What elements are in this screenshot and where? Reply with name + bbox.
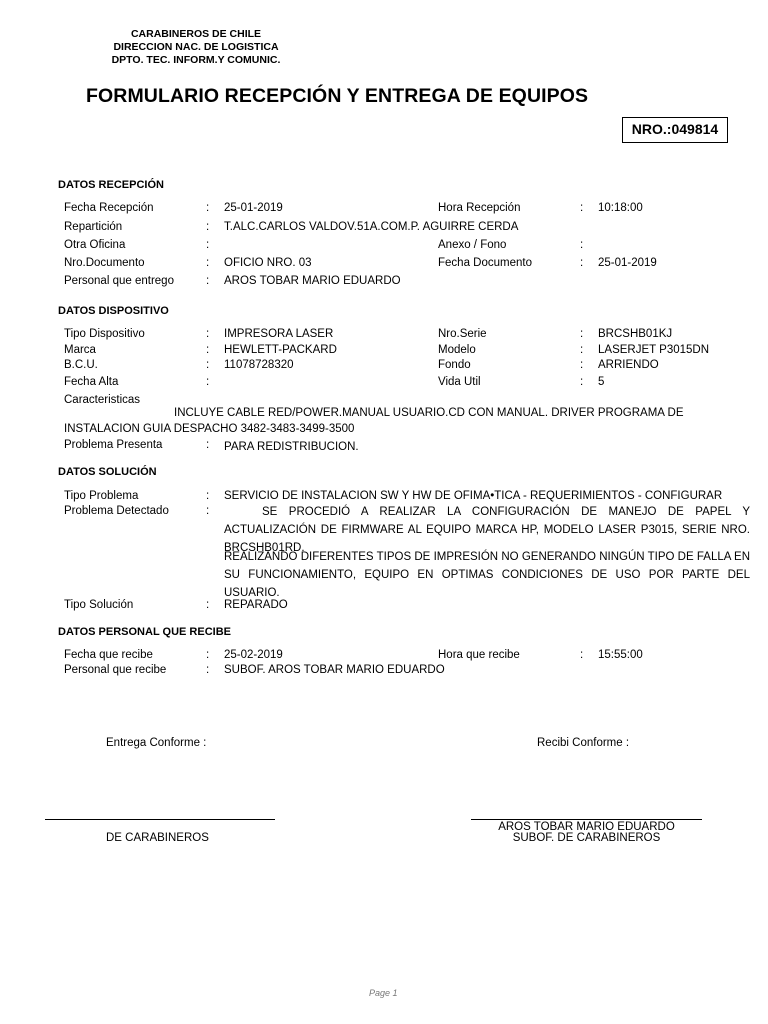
problema-detectado-para-1: SE PROCEDIÓ A REALIZAR LA CONFIGURACIÓN DE MANEJO DE PAPEL Y ACTUALIZACIÓN DE FIRMWARE AL EQUIPO MARCA HP, MODELO LASER P3015, SERIE NRO. BRCSHB01RD. [224, 506, 750, 554]
left-signer-name: DE CARABINEROS [106, 832, 209, 844]
fecha-alta-label: Fecha Alta [64, 376, 119, 388]
marca-value: HEWLETT-PACKARD [224, 344, 337, 356]
caracteristicas-line-1: INCLUYE CABLE RED/POWER.MANUAL USUARIO.CD CON MANUAL. DRIVER PROGRAMA DE [174, 407, 684, 419]
problema-detectado-para-2: REALIZANDO DIFERENTES TIPOS DE IMPRESIÓN NO GENERANDO NINGÚN TIPO DE FALLA EN SU FUNCIONAMIENTO, EQUIPO EN OPTIMAS CONDICIONES DE USO POR PARTE DEL USUARIO. [224, 551, 750, 599]
fecha-documento-value: 25-01-2019 [598, 257, 657, 269]
org-line-2: DIRECCION NAC. DE LOGISTICA [113, 41, 279, 53]
colon: : [206, 649, 210, 661]
fecha-recibe-value: 25-02-2019 [224, 649, 283, 661]
colon: : [206, 376, 210, 388]
caracteristicas-line-2: INSTALACION GUIA DESPACHO 3482-3483-3499-3500 [64, 423, 355, 435]
fecha-recepcion-label: Fecha Recepción [64, 202, 154, 214]
hora-recepcion-label: Hora Recepción [438, 202, 521, 214]
nro-serie-value: BRCSHB01KJ [598, 328, 673, 340]
form-number-box: NRO.:049814 [622, 117, 728, 143]
personal-entrego-label: Personal que entrego [64, 275, 174, 287]
colon: : [206, 490, 210, 502]
nro-documento-value: OFICIO NRO. 03 [224, 257, 312, 269]
signature-line-left [45, 819, 275, 820]
colon: : [206, 257, 210, 269]
tipo-problema-label: Tipo Problema [64, 490, 139, 502]
nro-serie-label: Nro.Serie [438, 328, 487, 340]
fecha-recibe-label: Fecha que recibe [64, 649, 153, 661]
colon: : [206, 239, 210, 251]
bcu-label: B.C.U. [64, 359, 98, 371]
marca-label: Marca [64, 344, 96, 356]
colon: : [206, 221, 210, 233]
problema-presenta-value: PARA REDISTRIBUCION. [224, 441, 359, 453]
fecha-recepcion-value: 25-01-2019 [224, 202, 283, 214]
otra-oficina-label: Otra Oficina [64, 239, 126, 251]
page-title: FORMULARIO RECEPCIÓN Y ENTREGA DE EQUIPOS [86, 85, 589, 107]
colon: : [580, 202, 584, 214]
fondo-label: Fondo [438, 359, 471, 371]
colon: : [206, 359, 210, 371]
section-recepcion: DATOS RECEPCIÓN [58, 179, 164, 191]
modelo-label: Modelo [438, 344, 476, 356]
section-recibe: DATOS PERSONAL QUE RECIBE [58, 626, 231, 638]
modelo-value: LASERJET P3015DN [598, 344, 710, 356]
org-line-3: DPTO. TEC. INFORM.Y COMUNIC. [111, 54, 281, 66]
page-number: Page 1 [369, 988, 398, 998]
problema-presenta-label: Problema Presenta [64, 439, 163, 451]
hora-recibe-label: Hora que recibe [438, 649, 520, 661]
right-signer-rank: SUBOF. DE CARABINEROS [512, 832, 661, 844]
problema-detectado-label: Problema Detectado [64, 505, 169, 517]
org-line-1: CARABINEROS DE CHILE [130, 28, 262, 40]
fecha-documento-label: Fecha Documento [438, 257, 532, 269]
tipo-dispositivo-label: Tipo Dispositivo [64, 328, 145, 340]
tipo-problema-value: SERVICIO DE INSTALACIÓN SW Y HW DE OFIMÁ•TICA - REQUERIMIENTOS - CONFIGURAR [224, 490, 723, 502]
reparticion-label: Repartición [64, 221, 123, 233]
colon: : [580, 649, 584, 661]
signature-line-right [471, 819, 702, 820]
colon: : [580, 376, 584, 388]
colon: : [580, 328, 584, 340]
reparticion-value: T.ALC.CARLOS VALDOV.51A.COM.P. AGUIRRE CERDA [224, 221, 519, 233]
colon: : [206, 439, 210, 451]
colon: : [206, 202, 210, 214]
colon: : [206, 344, 210, 356]
colon: : [580, 257, 584, 269]
tipo-solucion-label: Tipo Solución [64, 599, 134, 611]
vida-util-value: 5 [598, 376, 605, 388]
hora-recibe-value: 15:55:00 [598, 649, 643, 661]
right-signer-name: AROS TOBAR MARIO EDUARDO [498, 821, 675, 833]
vida-util-label: Vida Util [438, 376, 481, 388]
recibi-conforme-label: Recibi Conforme : [537, 737, 630, 749]
colon: : [206, 664, 210, 676]
fondo-value: ARRIENDO [598, 359, 659, 371]
tipo-dispositivo-value: IMPRESORA LASER [224, 328, 334, 340]
bcu-value: 11078728320 [224, 359, 294, 371]
section-dispositivo: DATOS DISPOSITIVO [58, 305, 169, 317]
colon: : [206, 599, 210, 611]
colon: : [206, 505, 210, 517]
tipo-solucion-value: REPARADO [224, 599, 288, 611]
colon: : [580, 239, 584, 251]
caracteristicas-label: Caracteristicas [64, 394, 141, 406]
colon: : [206, 275, 210, 287]
anexo-fono-label: Anexo / Fono [438, 239, 507, 251]
colon: : [580, 359, 584, 371]
colon: : [206, 328, 210, 340]
personal-recibe-label: Personal que recibe [64, 664, 167, 676]
colon: : [580, 344, 584, 356]
entrega-conforme-label: Entrega Conforme : [106, 737, 207, 749]
hora-recepcion-value: 10:18:00 [598, 202, 643, 214]
section-solucion: DATOS SOLUCIÓN [58, 466, 157, 478]
nro-documento-label: Nro.Documento [64, 257, 145, 269]
personal-entrego-value: AROS TOBAR MARIO EDUARDO [224, 275, 401, 287]
personal-recibe-value: SUBOF. AROS TOBAR MARIO EDUARDO [224, 664, 445, 676]
